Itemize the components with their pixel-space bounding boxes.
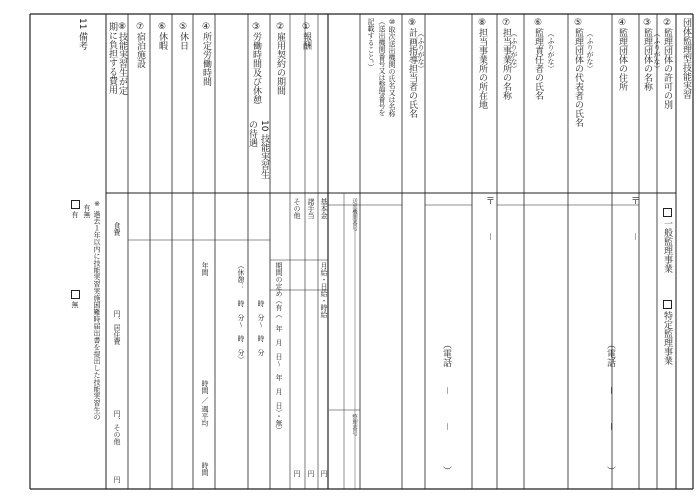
org-name-furigana: （ふりがな） <box>653 30 661 72</box>
accommodation-label: ⑦宿泊施設 <box>135 22 145 68</box>
remarks-yes-checkbox[interactable] <box>71 200 80 209</box>
pay-frequency: 月給・日給・時給 <box>320 262 328 318</box>
specific-checkbox[interactable] <box>663 300 672 309</box>
remarks-no-option[interactable]: 無 <box>70 290 80 308</box>
instructor-name-label: ⑨計画指導担当者の氏名 <box>407 18 417 118</box>
cost-label-line2: 期に負担する費用 <box>107 22 117 94</box>
office-phone-label: （電話 <box>441 340 451 367</box>
office-name-label: ⑦担当事業所の名称 <box>501 18 511 100</box>
cost-end-yen: 円 <box>113 476 121 483</box>
treatment-title-line2: の待遇 <box>247 120 257 147</box>
org-phone-sep1: － <box>605 386 615 396</box>
permit-category-label: ②監理団体の許可の別 <box>662 18 672 109</box>
agency-label-line2: （送出機関番号又は整理番号を <box>378 18 386 116</box>
allowance-label: 諸手当 <box>307 198 315 219</box>
office-phone-close: ） <box>441 466 451 475</box>
hours-weekly-unit: 時間 ／ 週平均 <box>201 380 209 427</box>
org-phone-close: ） <box>605 466 615 475</box>
contract-period-label: ②雇用契約の期間 <box>275 22 285 95</box>
other-pay-label: その他 <box>293 198 301 219</box>
break-label: （休憩： <box>237 262 245 290</box>
instructor-furigana: （ふりがな） <box>417 30 425 72</box>
agency-label-line3: 記載すること。） <box>367 18 375 71</box>
office-phone-sep1: － <box>441 386 451 396</box>
manager-furigana: （ふりがな） <box>547 30 555 72</box>
office-postal-mark: 〒 <box>484 196 494 205</box>
annual-label: 年間 <box>201 262 209 276</box>
section-title: 団体監理型技能実習 <box>681 18 691 99</box>
org-address-label: ④監理団体の住所 <box>617 18 627 91</box>
org-postal-dash: － <box>629 232 639 242</box>
office-location-label: ⑧担当事業所の所在地 <box>477 18 487 109</box>
sending-no-label: 送出機関番号 <box>351 198 357 231</box>
remarks-note: ※ 過去１年以内に技能実習実施困難時届出書を提出した技能実習生の <box>93 200 101 421</box>
remarks-label: 11 備考 <box>77 18 87 51</box>
basic-pay-label: 基本金 <box>320 198 328 219</box>
pay-label: ①報酬 <box>301 22 311 50</box>
remarks-no-checkbox[interactable] <box>71 290 80 299</box>
remarks-yes-option[interactable]: 有 <box>70 200 80 218</box>
working-hours-label: ③労働時間及び休憩 <box>251 22 261 104</box>
holidays-label: ⑤休日 <box>178 22 188 50</box>
org-name-label: ③監理団体の名称 <box>642 18 652 91</box>
rep-furigana: （ふりがな） <box>586 30 594 72</box>
basic-pay-yen: 円 <box>320 470 328 477</box>
leave-label: ⑥休暇 <box>157 22 167 50</box>
other-cost-label: 円、その他 <box>113 410 121 445</box>
permit-specific-option[interactable]: 特定監理事業 <box>661 300 672 365</box>
contract-period-value: 期間の定め（有（ 年 月 日～ 年 月 日）・無） <box>275 262 283 434</box>
cost-label-line1: ⑧技能実習生が定 <box>117 22 127 95</box>
org-phone-label: （電話 <box>605 340 615 367</box>
org-phone-sep2: － <box>605 422 615 432</box>
working-hours-value: 時 分～ 時 分 <box>257 300 265 356</box>
allowance-yen: 円 <box>307 470 315 477</box>
ref-no-label: 整理番号 <box>351 414 357 436</box>
permit-general-option[interactable]: 一般監理事業 <box>661 208 672 273</box>
office-phone-sep2: － <box>441 422 451 432</box>
housing-cost-label: 円、居住費 <box>113 310 121 345</box>
manager-name-label: ⑥監理責任者の氏名 <box>533 18 543 100</box>
office-furigana: （ふりがな） <box>510 30 518 72</box>
rep-name-label: ⑤監理団体の代表者の氏名 <box>573 18 583 127</box>
office-postal-dash: － <box>484 232 494 242</box>
hours-unit-end: 時間 <box>201 462 209 476</box>
break-value: 時 分～ 時 分） <box>237 300 245 363</box>
food-cost-label: 食費 <box>113 222 121 236</box>
scheduled-hours-label: ④所定労働時間 <box>201 22 211 86</box>
treatment-title-line1: 10 技能実習生 <box>259 120 269 180</box>
general-checkbox[interactable] <box>663 208 672 217</box>
org-postal-mark: 〒 <box>629 196 639 205</box>
agency-label-line1: ⑩取次送出機関の氏名又は名称 <box>388 18 396 117</box>
other-pay-yen: 円 <box>293 470 301 477</box>
remarks-has: 有無 <box>83 204 91 218</box>
